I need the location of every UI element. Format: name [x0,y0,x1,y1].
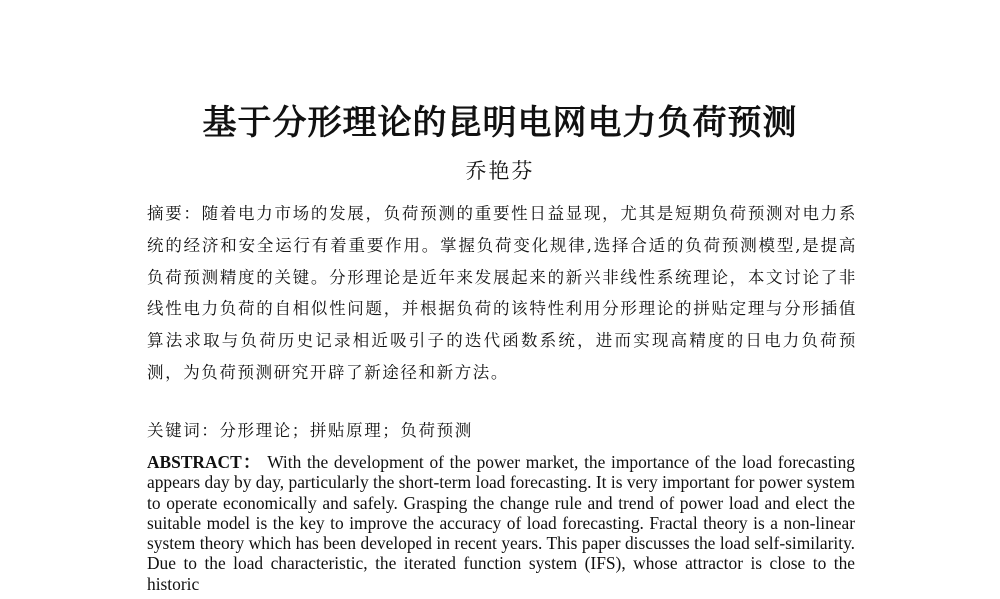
chinese-abstract-text: 随着电力市场的发展，负荷预测的重要性日益显现，尤其是短期负荷预测对电力系统的经济和安全运行有着重要作用。掌握负荷变化规律,选择合适的负荷预测模型,是提高负荷预测精度的关键。分形理论是近年来发展起来的新兴非线性系统理论，本文讨论了非线性电力负荷的自相似性问题，并根据负荷的该特性利用分形理论的拼贴定理与分形插值算法求取与负荷历史记录相近吸引子的迭代函数系统，进而实现高精度的日电力负荷预测，为负荷预测研究开辟了新途径和新方法。 [147,204,857,382]
chinese-abstract [147,198,857,389]
paper-title: 基于分形理论的昆明电网电力负荷预测 [202,103,798,143]
chinese-keywords [147,417,857,445]
chinese-abstract-label: 摘要： [147,204,202,223]
chinese-keywords-label: 关键词： [147,421,220,440]
paper-author: 乔艳芬 [465,159,535,183]
english-abstract-label: ABSTRACT： [147,452,262,472]
chinese-keywords-text: 分形理论；拼贴原理；负荷预测 [219,421,473,440]
english-abstract-text: With the development of the power market, the importance of the load forecasting appears day by day, particularly the short-term load forecasting. It is very important for power system to operate economically and safely. Grasping the change rule and trend of power load and elect the suitable model is the key to improve the accuracy of load forecasting. Fractal theory is a non-linear system theory which has been developed in recent years. This paper discusses the load self-similarity. Due to the load characteristic, the iterated function system (IFS), whose attractor is close to the historic [147,452,855,594]
english-abstract [147,452,855,594]
